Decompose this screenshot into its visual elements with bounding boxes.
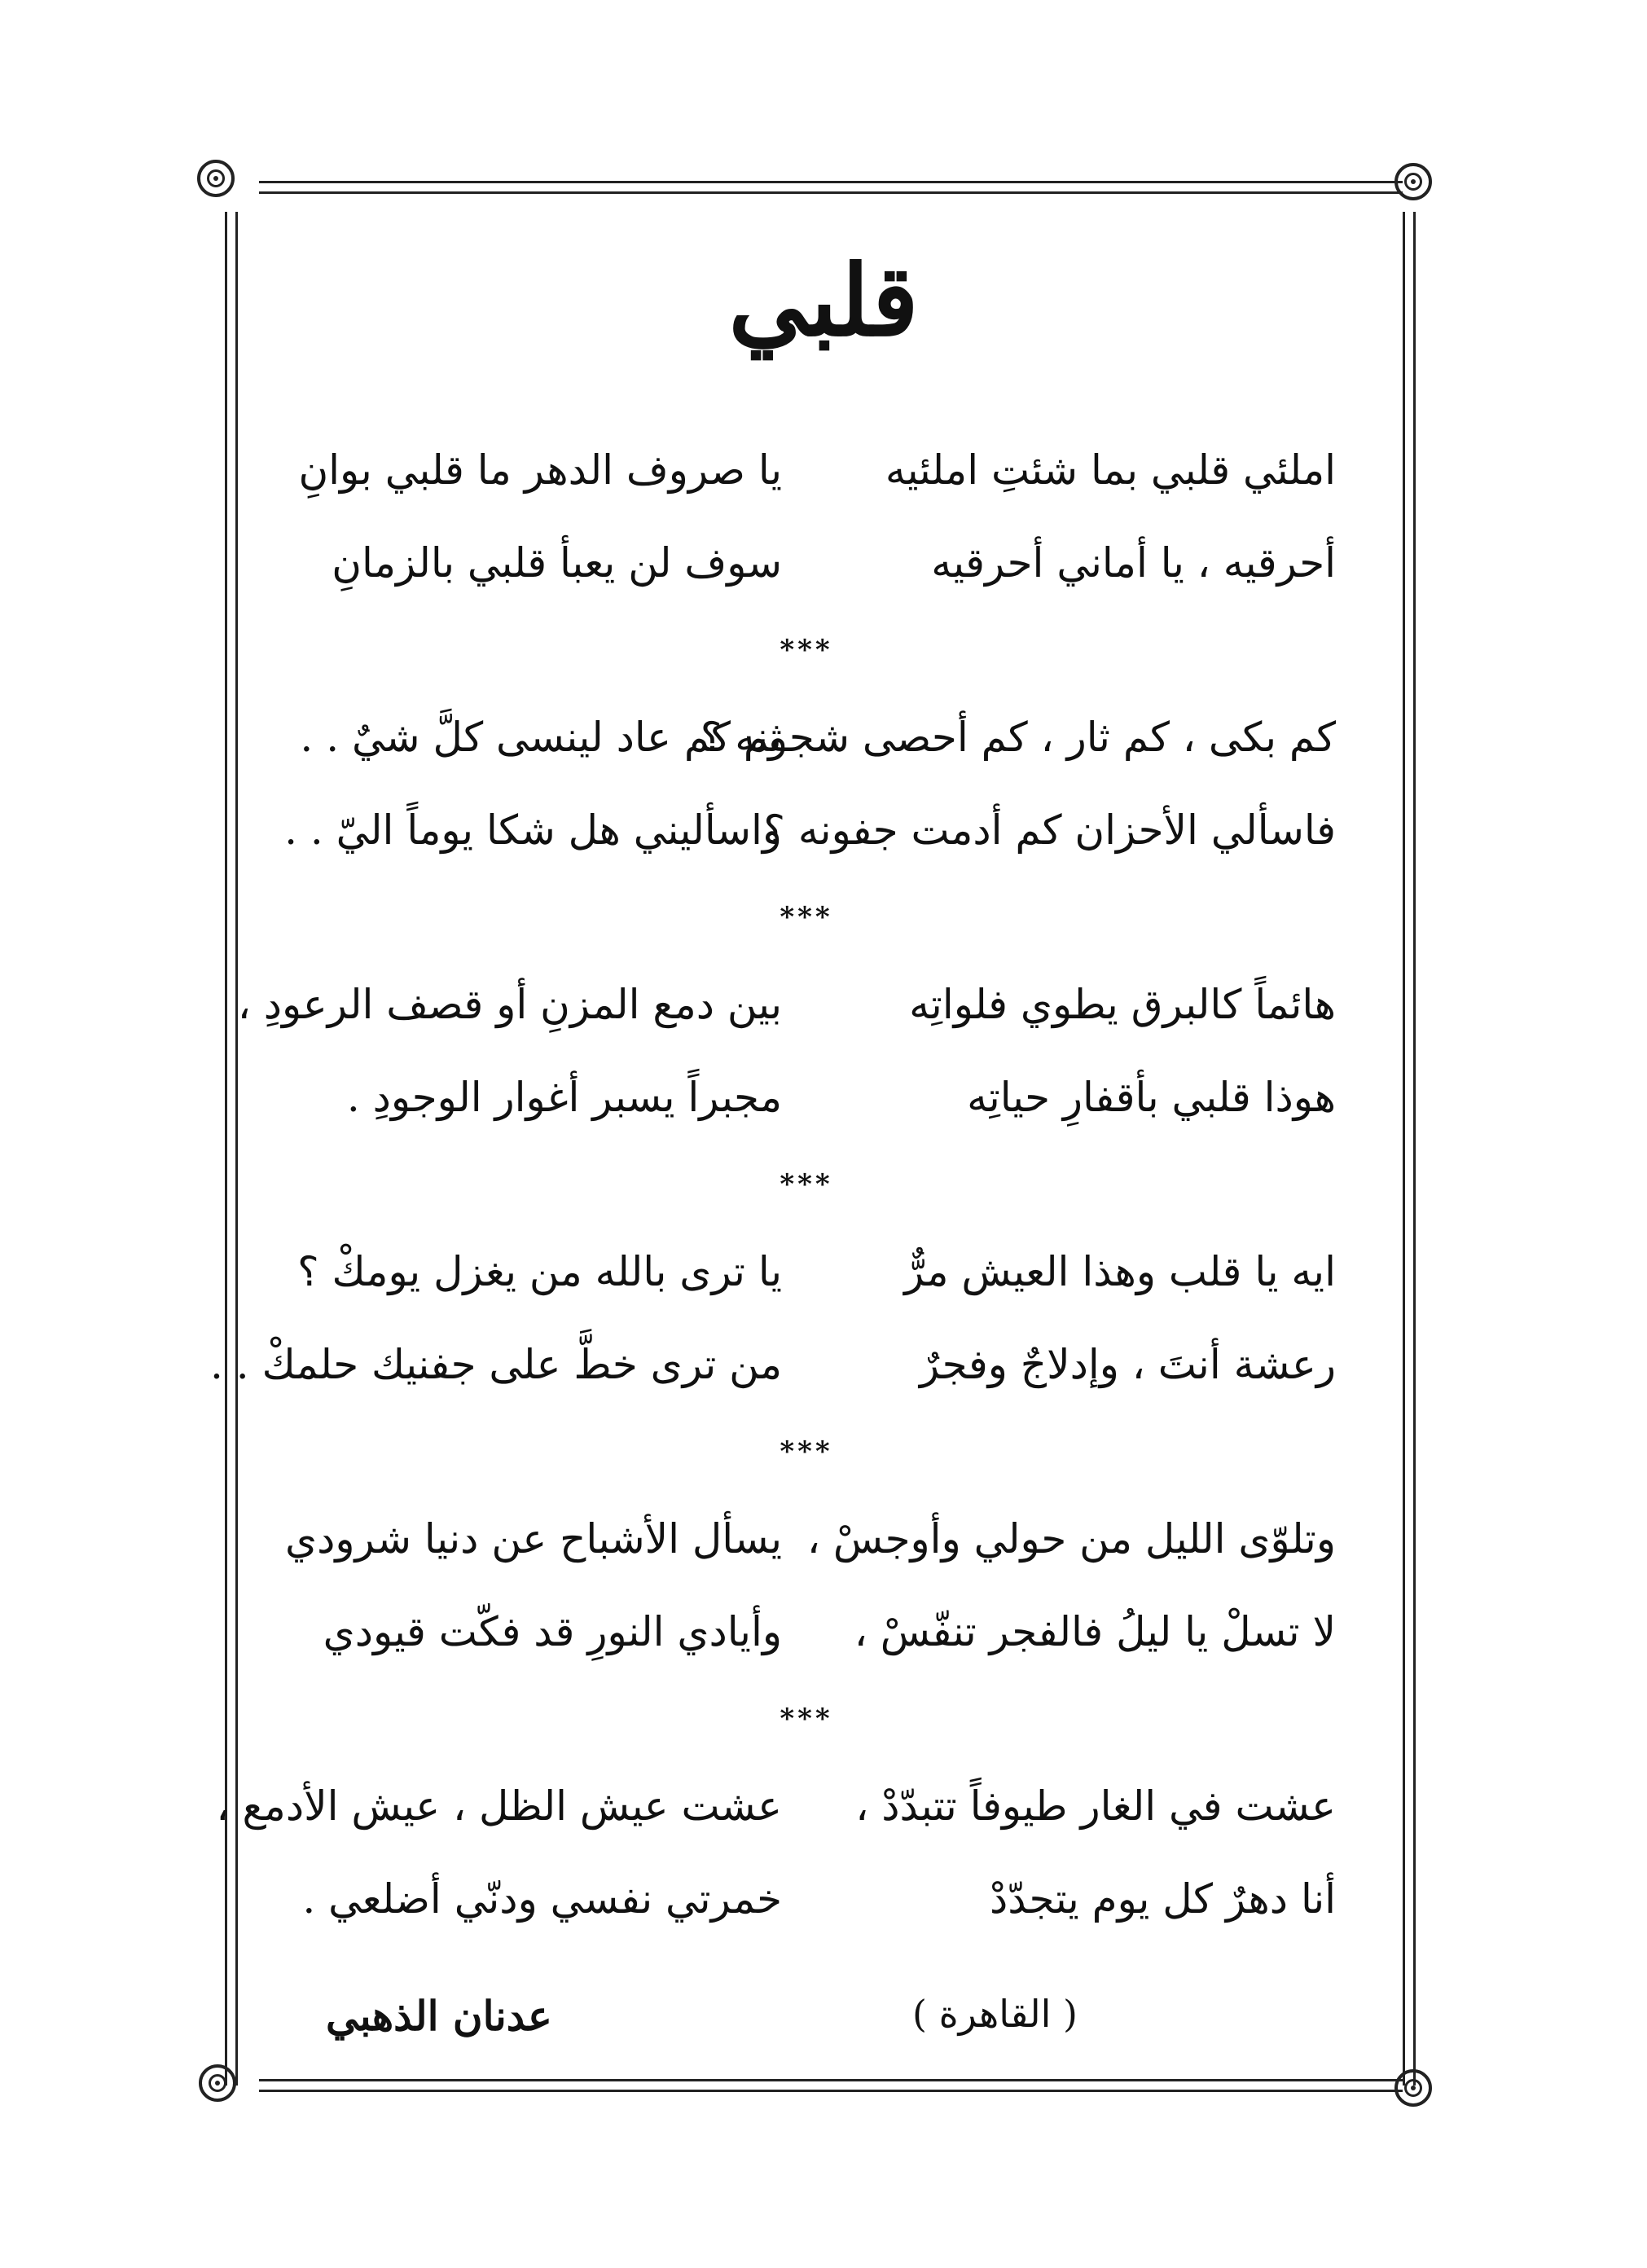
- stanza-separator: ***: [780, 634, 833, 666]
- verse-first-hemistich: فاسألي الأحزان كم أدمت جفونه ؟: [763, 807, 1336, 854]
- ornament-bottom-left-icon: [199, 2064, 236, 2102]
- stanza: [277, 1492, 1336, 1678]
- verse-first-hemistich: هائماً كالبرق يطوي فلواتِه: [909, 981, 1336, 1028]
- verse-second-hemistich: ثم كم عاد لينسى كلَّ شيٌ . .: [300, 714, 782, 761]
- poem-footer: [326, 1992, 1222, 2057]
- stanza: [210, 1225, 1336, 1411]
- verse-line: [277, 1225, 1336, 1318]
- verse-line: [277, 1585, 1336, 1678]
- verse-line: [210, 1318, 1336, 1411]
- poem-body: [210, 424, 1336, 1945]
- verse-second-hemistich: واسأليني هل شكا يوماً اليّ . .: [284, 807, 782, 854]
- verse-line: [277, 1051, 1336, 1144]
- frame-bottom-rule: [259, 2079, 1403, 2092]
- stanza-separator: ***: [780, 1435, 833, 1468]
- verse-second-hemistich: عشت عيش الظل ، عيش الأدمع ،: [216, 1782, 782, 1830]
- verse-first-hemistich: أنا دهرٌ كل يوم يتجدّدْ: [990, 1875, 1336, 1923]
- verse-first-hemistich: أحرقيه ، يا أماني أحرقيه: [931, 539, 1336, 587]
- frame-top-rule: [259, 181, 1403, 194]
- stanza: [237, 958, 1336, 1144]
- stanza: [277, 691, 1336, 877]
- poem-title: قلبي: [728, 244, 919, 358]
- verse-first-hemistich: وتلوّى الليل من حولي وأوجسْ ،: [806, 1515, 1336, 1563]
- verse-second-hemistich: يسأل الأشباح عن دنيا شرودي: [285, 1515, 782, 1563]
- verse-line: [277, 1492, 1336, 1585]
- place-of-writing: ( القاهرة ): [912, 1992, 1078, 2036]
- verse-second-hemistich: يا صروف الدهر ما قلبي بوانِ: [298, 446, 782, 494]
- verse-second-hemistich: خمرتي نفسي ودنّي أضلعي .: [302, 1875, 782, 1923]
- verse-line: [277, 784, 1336, 877]
- verse-line: [216, 1760, 1336, 1853]
- verse-second-hemistich: بين دمع المزنِ أو قصف الرعودِ ،: [237, 981, 782, 1028]
- verse-second-hemistich: سوف لن يعبأ قلبي بالزمانِ: [332, 539, 782, 587]
- verse-first-hemistich: كم بكى ، كم ثار ، كم أحصى شجونه ؟: [700, 714, 1336, 761]
- verse-line: [277, 1853, 1336, 1945]
- verse-line: [277, 691, 1336, 784]
- verse-first-hemistich: هوذا قلبي بأقفارِ حياتِه: [967, 1074, 1336, 1121]
- verse-first-hemistich: عشت في الغار طيوفاً تتبدّدْ ،: [855, 1782, 1336, 1830]
- verse-first-hemistich: املئي قلبي بما شئتِ املئيه: [885, 446, 1336, 494]
- author-name: عدنان الذهبي: [326, 1992, 552, 2040]
- stanza-separator: ***: [780, 901, 833, 934]
- verse-line: [237, 958, 1336, 1051]
- verse-second-hemistich: يا ترى بالله من يغزل يومكْ ؟: [297, 1248, 782, 1295]
- ornament-bottom-right-icon: [1394, 2069, 1432, 2107]
- ornament-top-right-icon: [1394, 163, 1432, 200]
- verse-second-hemistich: مجبراً يسبر أغوار الوجودِ .: [346, 1074, 782, 1121]
- verse-second-hemistich: من ترى خطَّ على جفنيك حلمكْ . .: [210, 1341, 782, 1388]
- verse-first-hemistich: ايه يا قلب وهذا العيش مرٌّ: [904, 1248, 1336, 1295]
- stanza: [216, 1760, 1336, 1945]
- verse-line: [277, 424, 1336, 516]
- frame-right-rule: [1403, 212, 1416, 2086]
- stanza: [277, 424, 1336, 609]
- stanza-separator: ***: [780, 1703, 833, 1735]
- verse-first-hemistich: رعشة أنتَ ، وإدلاجٌ وفجرٌ: [919, 1341, 1336, 1388]
- ornament-top-left-icon: [197, 160, 235, 197]
- verse-first-hemistich: لا تسلْ يا ليلُ فالفجر تنفّسْ ،: [854, 1608, 1336, 1655]
- verse-second-hemistich: وأيادي النورِ قد فكّت قيودي: [323, 1608, 782, 1655]
- stanza-separator: ***: [780, 1168, 833, 1201]
- verse-line: [277, 516, 1336, 609]
